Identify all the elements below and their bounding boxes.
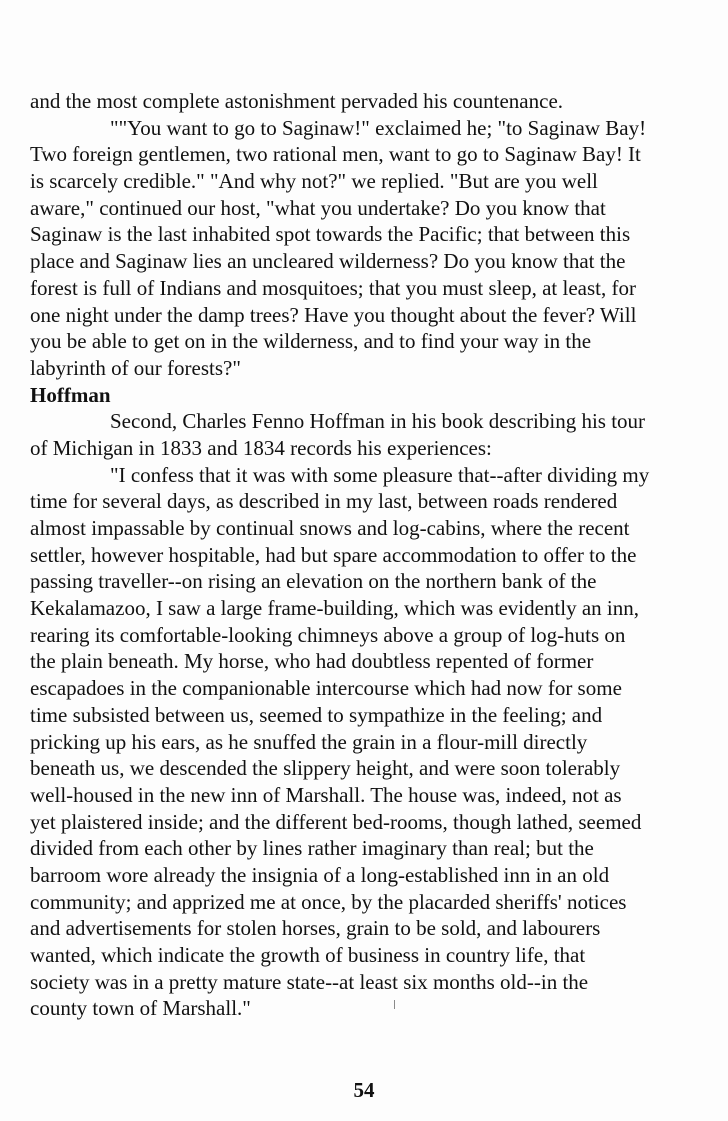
text-line: society was in a pretty mature state--at least six months old--in the — [30, 969, 589, 994]
text-line: community; and apprized me at once, by the placarded sheriffs' notices — [30, 889, 627, 914]
text-line: Saginaw is the last inhabited spot towards the Pacific; that between this — [30, 222, 631, 247]
text-line: Two foreign gentlemen, two rational men, want to go to Saginaw Bay! It — [30, 142, 641, 167]
text-line: settler, however hospitable, had but spare accommodation to offer to the — [30, 542, 637, 567]
text-line: time for several days, as described in my last, between roads rendered — [30, 489, 618, 514]
text-line: escapadoes in the companionable intercourse which had now for some — [30, 676, 622, 701]
section-heading: Hoffman — [30, 382, 111, 407]
text-line: labyrinth of our forests?" — [30, 355, 241, 380]
scan-speck — [394, 1000, 395, 1009]
text-line: one night under the damp trees? Have you thought about the fever? Will — [30, 302, 637, 327]
text-line: place and Saginaw lies an uncleared wilderness? Do you know that the — [30, 249, 626, 274]
text-line: forest is full of Indians and mosquitoes; that you must sleep, at least, for — [30, 275, 636, 300]
text-line: yet plaistered inside; and the different bed-rooms, though lathed, seemed — [30, 809, 642, 834]
text-line: Kekalamazoo, I saw a large frame-building, which was evidently an inn, — [30, 596, 639, 621]
text-line: well-housed in the new inn of Marshall. The house was, indeed, not as — [30, 782, 622, 807]
text-line: time subsisted between us, seemed to sympathize in the feeling; and — [30, 702, 603, 727]
page-number: 54 — [353, 1078, 375, 1102]
text-line: beneath us, we descended the slippery height, and were soon tolerably — [30, 756, 621, 781]
text-line: rearing its comfortable-looking chimneys above a group of log-huts on — [30, 622, 626, 647]
paragraph-start-line: Second, Charles Fenno Hoffman in his book describing his tour — [110, 409, 646, 434]
text-line: is scarcely credible." "And why not?" we replied. "But are you well — [30, 169, 598, 194]
text-line: divided from each other by lines rather imaginary than real; but the — [30, 836, 594, 861]
text-line: wanted, which indicate the growth of business in country life, that — [30, 943, 586, 967]
text-line: of Michigan in 1833 and 1834 records his experiences: — [30, 435, 492, 460]
body-text — [30, 88, 710, 1022]
text-line: and advertisements for stolen horses, grain to be sold, and labourers — [30, 916, 601, 941]
text-line: and the most complete astonishment pervaded his countenance. — [30, 89, 564, 113]
text-line: almost impassable by continual snows and log-cabins, where the recent — [30, 516, 630, 540]
text-line: passing traveller--on rising an elevation on the northern bank of the — [30, 569, 597, 594]
text-line: the plain beneath. My horse, who had doubtless repented of former — [30, 649, 594, 674]
text-line: you be able to get on in the wilderness, and to find your way in the — [30, 329, 592, 354]
text-line: aware," continued our host, "what you undertake? Do you know that — [30, 195, 606, 220]
text-line: county town of Marshall." — [30, 996, 251, 1021]
text-line: pricking up his ears, as he snuffed the grain in a flour-mill directly — [30, 729, 588, 754]
paragraph-start-line: ""You want to go to Saginaw!" exclaimed he; "to Saginaw Bay! — [110, 115, 647, 140]
paragraph-start-line: "I confess that it was with some pleasure that--after dividing my — [110, 462, 650, 487]
text-line: barroom wore already the insignia of a long-established inn in an old — [30, 862, 610, 887]
